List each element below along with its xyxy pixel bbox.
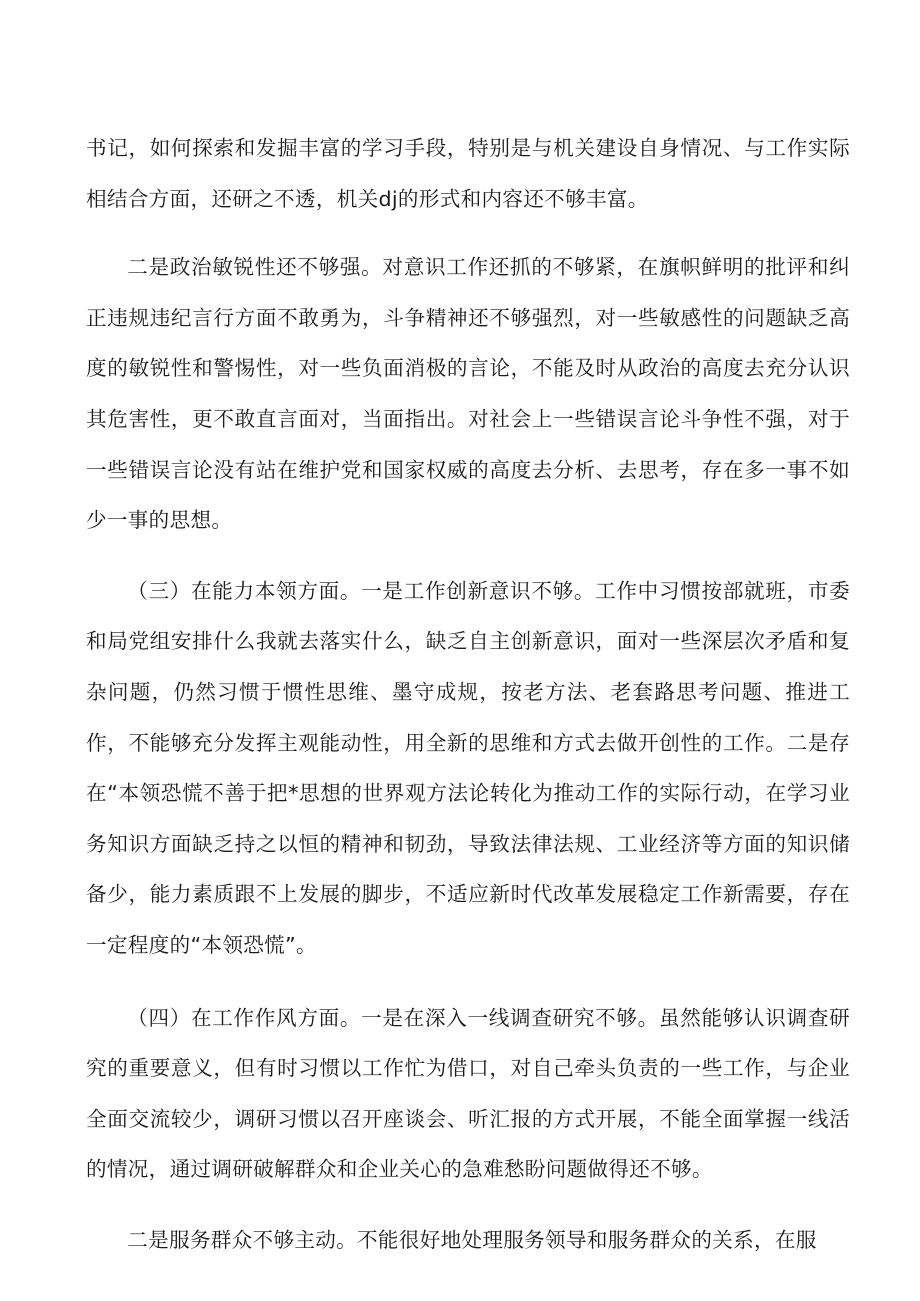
paragraph-serving-public: 二是服务群众不够主动。不能很好地处理服务领导和服务群众的关系，在服 <box>127 1227 817 1252</box>
document-body <box>86 123 850 1265</box>
paragraph-work-style: （四）在工作作风方面。一是在深入一线调查研究不够。虽然能够认识调查研究的重要意义，但有时习惯以工作忙为借口，对自己牵头负责的一些工作，与企业全面交流较少，调研习惯以召开座谈会、听汇报的方式开展，不能全面掌握一线活的情况，通过调研破解群众和企业关心的急难愁盼问题做得还不够。 <box>86 1005 850 1182</box>
paragraph-continuation: 书记，如何探索和发掘丰富的学习手段，特别是与机关建设自身情况、与工作实际相结合方面，还研之不透，机关dj的形式和内容还不够丰富。 <box>86 136 850 211</box>
paragraph-ability: （三）在能力本领方面。一是工作创新意识不够。工作中习惯按部就班，市委和局党组安排什么我就去落实什么，缺乏自主创新意识，面对一些深层次矛盾和复杂问题，仍然习惯于惯性思维、墨守成规，按老方法、老套路思考问题、推进工作，不能够充分发挥主观能动性，用全新的思维和方式去做开创性的工作。二是存在“本领恐慌不善于把*思想的世界观方法论转化为推动工作的实际行动，在学习业务知识方面缺乏持之以恒的精神和韧劲，导致法律法规、工业经济等方面的知识储备少，能力素质跟不上发展的脚步，不适应新时代改革发展稳定工作新需要，存在一定程度的“本领恐慌”。 <box>86 578 850 957</box>
paragraph-political-sensitivity: 二是政治敏锐性还不够强。对意识工作还抓的不够紧，在旗帜鲜明的批评和纠正违规违纪言行方面不敢勇为，斗争精神还不够强烈，对一些敏感性的问题缺乏高度的敏锐性和警惕性，对一些负面消极的言论，不能及时从政治的高度去充分认识其危害性，更不敢直言面对，当面指出。对社会上一些错误言论斗争性不强，对于一些错误言论没有站在维护党和国家权威的高度去分析、去思考，存在多一事不如少一事的思想。 <box>86 255 850 533</box>
